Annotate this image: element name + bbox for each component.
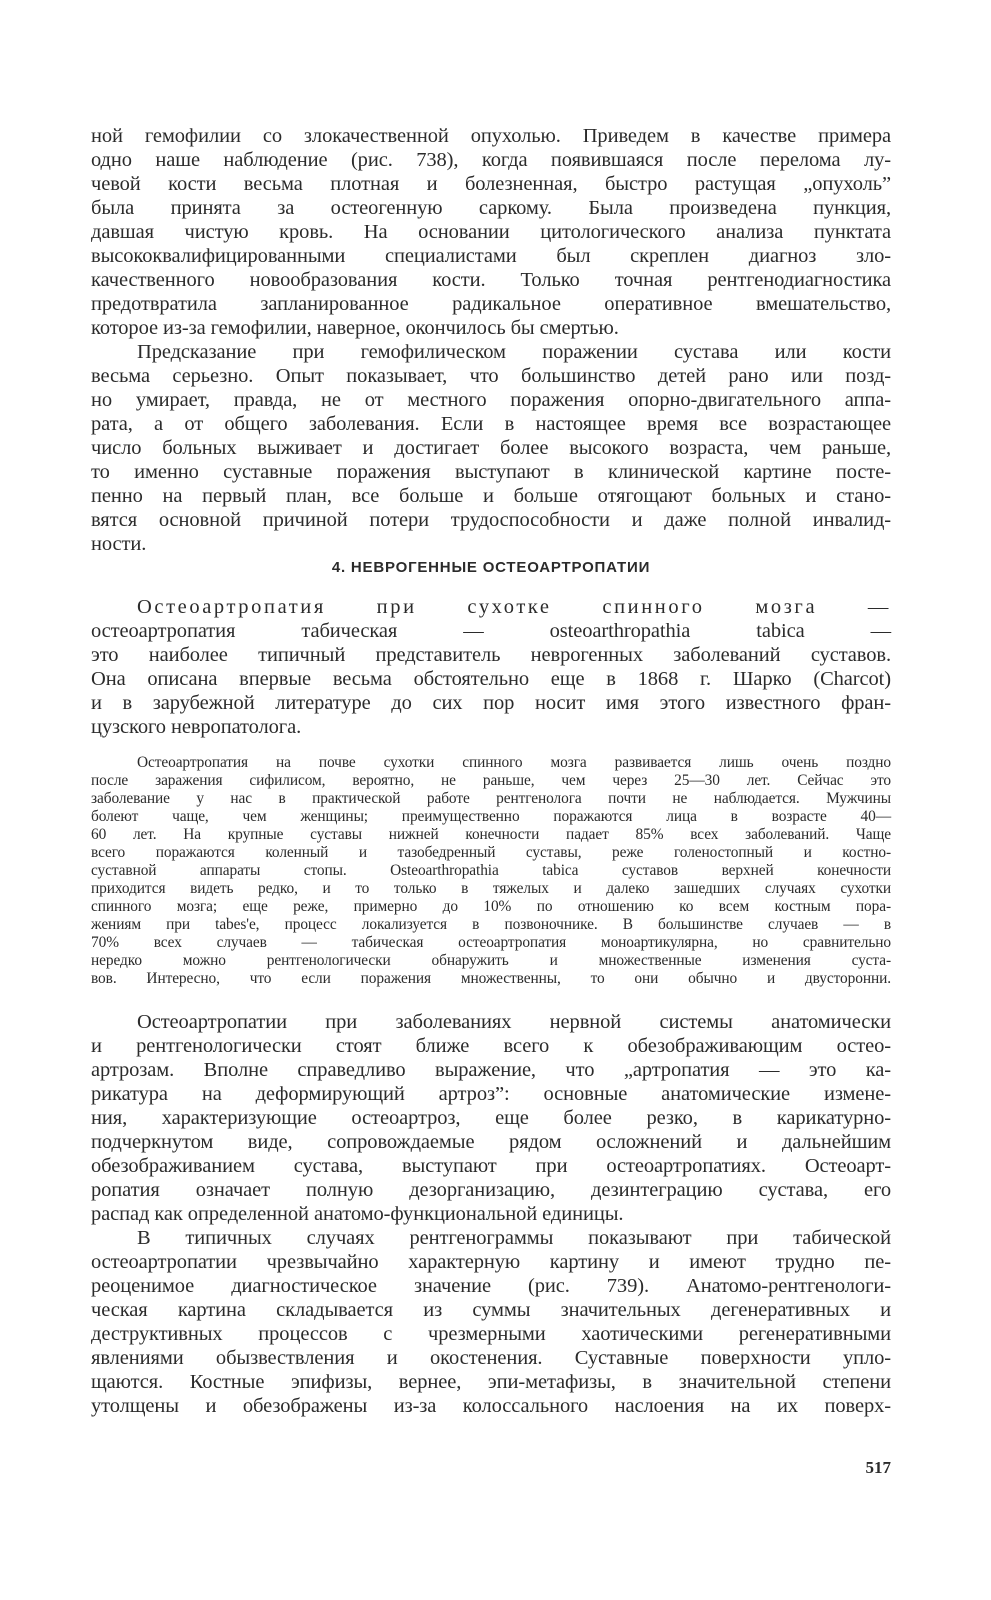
- small-text-line: всего поражаются коленный и тазобедренный суставы, реже голеностопный и костно-: [91, 844, 891, 861]
- text-line: которое из-за гемофилии, наверное, окончилось бы смертью.: [91, 317, 619, 339]
- text-line: утолщены и обезображены из-за колоссального наслоения на их поверх-: [91, 1395, 891, 1417]
- text-line: Остеоартропатия при сухотке спинного мозга —: [137, 596, 891, 618]
- text-line: остеоартропатия табическая — osteoarthropathia tabica —: [91, 620, 891, 642]
- text-line: явлениями обызвествления и окостенения. Суставные поверхности упло-: [91, 1347, 891, 1369]
- text-line: В типичных случаях рентгенограммы показывают при табической: [137, 1227, 891, 1249]
- page-number: 517: [865, 1458, 891, 1477]
- text-line: деструктивных процессов с чрезмерными хаотическими регенеративными: [91, 1323, 891, 1345]
- text-line: рата, а от общего заболевания. Если в настоящее время все возрастающее: [91, 413, 891, 435]
- small-text-line: Остеоартропатия на почве сухотки спинного мозга развивается лишь очень поздно: [137, 754, 891, 771]
- text-line: обезображиванием сустава, выступают при остеоартропатиях. Остеоарт-: [91, 1155, 891, 1177]
- text-line: остеоартропатии чрезвычайно характерную картину и имеют трудно пе-: [91, 1251, 891, 1273]
- text-line: Предсказание при гемофилическом поражении сустава или кости: [137, 341, 891, 363]
- text-line: распад как определенной анатомо-функциональной единицы.: [91, 1203, 624, 1225]
- text-line: одно наше наблюдение (рис. 738), когда появившаяся после перелома лу-: [91, 149, 891, 171]
- small-text-line: 60 лет. На крупные суставы нижней конечности падает 85% всех заболеваний. Чаще: [91, 826, 891, 843]
- small-text-line: спинного мозга; еще реже, примерно до 10% по отношению ко всем костным пора-: [91, 898, 891, 915]
- small-text-line: жениям при tabes'e, процесс локализуется в позвоночнике. В большинстве случаев — в: [91, 916, 891, 933]
- text-line: ческая картина складывается из суммы значительных дегенеративных и: [91, 1299, 891, 1321]
- text-line: ния, характеризующие остеоартроз, еще более резко, в карикатурно-: [91, 1107, 891, 1129]
- section-heading: 4. НЕВРОГЕННЫЕ ОСТЕОАРТРОПАТИИ: [331, 559, 651, 576]
- text-line: Она описана впервые весьма обстоятельно еще в 1868 г. Шарко (Charcot): [91, 668, 891, 690]
- text-line: ропатия означает полную дезорганизацию, дезинтеграцию сустава, его: [91, 1179, 891, 1201]
- small-text-line: суставной аппараты стопы. Osteoarthropathia tabica суставов верхней конечности: [91, 862, 891, 879]
- small-text-line: заболевание у нас в практической работе рентгенолога почти не наблюдается. Мужчины: [91, 790, 891, 807]
- text-line: давшая чистую кровь. На основании цитологического анализа пунктата: [91, 221, 891, 243]
- text-line: щаются. Костные эпифизы, вернее, эпи-метафизы, в значительной степени: [91, 1371, 891, 1393]
- text-line: Остеоартропатии при заболеваниях нервной системы анатомически: [137, 1011, 891, 1033]
- small-text-line: вов. Интересно, что если поражения множественны, то они обычно и двусторонни.: [91, 970, 891, 987]
- text-line: ности.: [91, 533, 147, 555]
- text-line: рикатура на деформирующий артроз”: основные анатомические измене-: [91, 1083, 891, 1105]
- text-line: была принята за остеогенную саркому. Была произведена пункция,: [91, 197, 891, 219]
- text-line: число больных выживает и достигает более высокого возраста, чем раньше,: [91, 437, 891, 459]
- text-line: чевой кости весьма плотная и болезненная, быстро растущая „опухоль”: [91, 173, 891, 195]
- small-text-line: приходится видеть редко, и то только в тяжелых и далеко зашедших случаях сухотки: [91, 880, 891, 897]
- text-line: реоценимое диагностическое значение (рис. 739). Анатомо-рентгенологи-: [91, 1275, 891, 1297]
- text-line: качественного новообразования кости. Только точная рентгенодиагностика: [91, 269, 891, 291]
- text-line: и в зарубежной литературе до сих пор носит имя этого известного фран-: [91, 692, 891, 714]
- small-text-line: нередко можно рентгенологически обнаружить и множественные изменения суста-: [91, 952, 891, 969]
- small-text-line: болеют чаще, чем женщины; преимущественно поражаются лица в возрасте 40—: [91, 808, 891, 825]
- text-line: но умирает, правда, не от местного поражения опорно-двигательного аппа-: [91, 389, 891, 411]
- text-line: весьма серьезно. Опыт показывает, что большинство детей рано или позд-: [91, 365, 891, 387]
- text-line: высококвалифицированными специалистами был скреплен диагноз зло-: [91, 245, 891, 267]
- text-line: пенно на первый план, все больше и больше отягощают больных и стано-: [91, 485, 891, 507]
- text-line: и рентгенологически стоят ближе всего к обезображивающим остео-: [91, 1035, 891, 1057]
- text-line: вятся основной причиной потери трудоспособности и даже полной инвалид-: [91, 509, 891, 531]
- text-line: ной гемофилии со злокачественной опухолью. Приведем в качестве примера: [91, 125, 891, 147]
- text-line: цузского невропатолога.: [91, 716, 302, 738]
- text-line: предотвратила запланированное радикальное оперативное вмешательство,: [91, 293, 891, 315]
- small-text-line: 70% всех случаев — табическая остеоартропатия моноартикулярна, но сравнительно: [91, 934, 891, 951]
- text-line: то именно суставные поражения выступают в клинической картине посте-: [91, 461, 891, 483]
- text-line: артрозам. Вполне справедливо выражение, что „артропатия — это ка-: [91, 1059, 891, 1081]
- text-line: это наиболее типичный представитель неврогенных заболеваний суставов.: [91, 644, 891, 666]
- text-line: подчеркнутом виде, сопровождаемые рядом осложнений и дальнейшим: [91, 1131, 891, 1153]
- small-text-line: после заражения сифилисом, вероятно, не раньше, чем через 25—30 лет. Сейчас это: [91, 772, 891, 789]
